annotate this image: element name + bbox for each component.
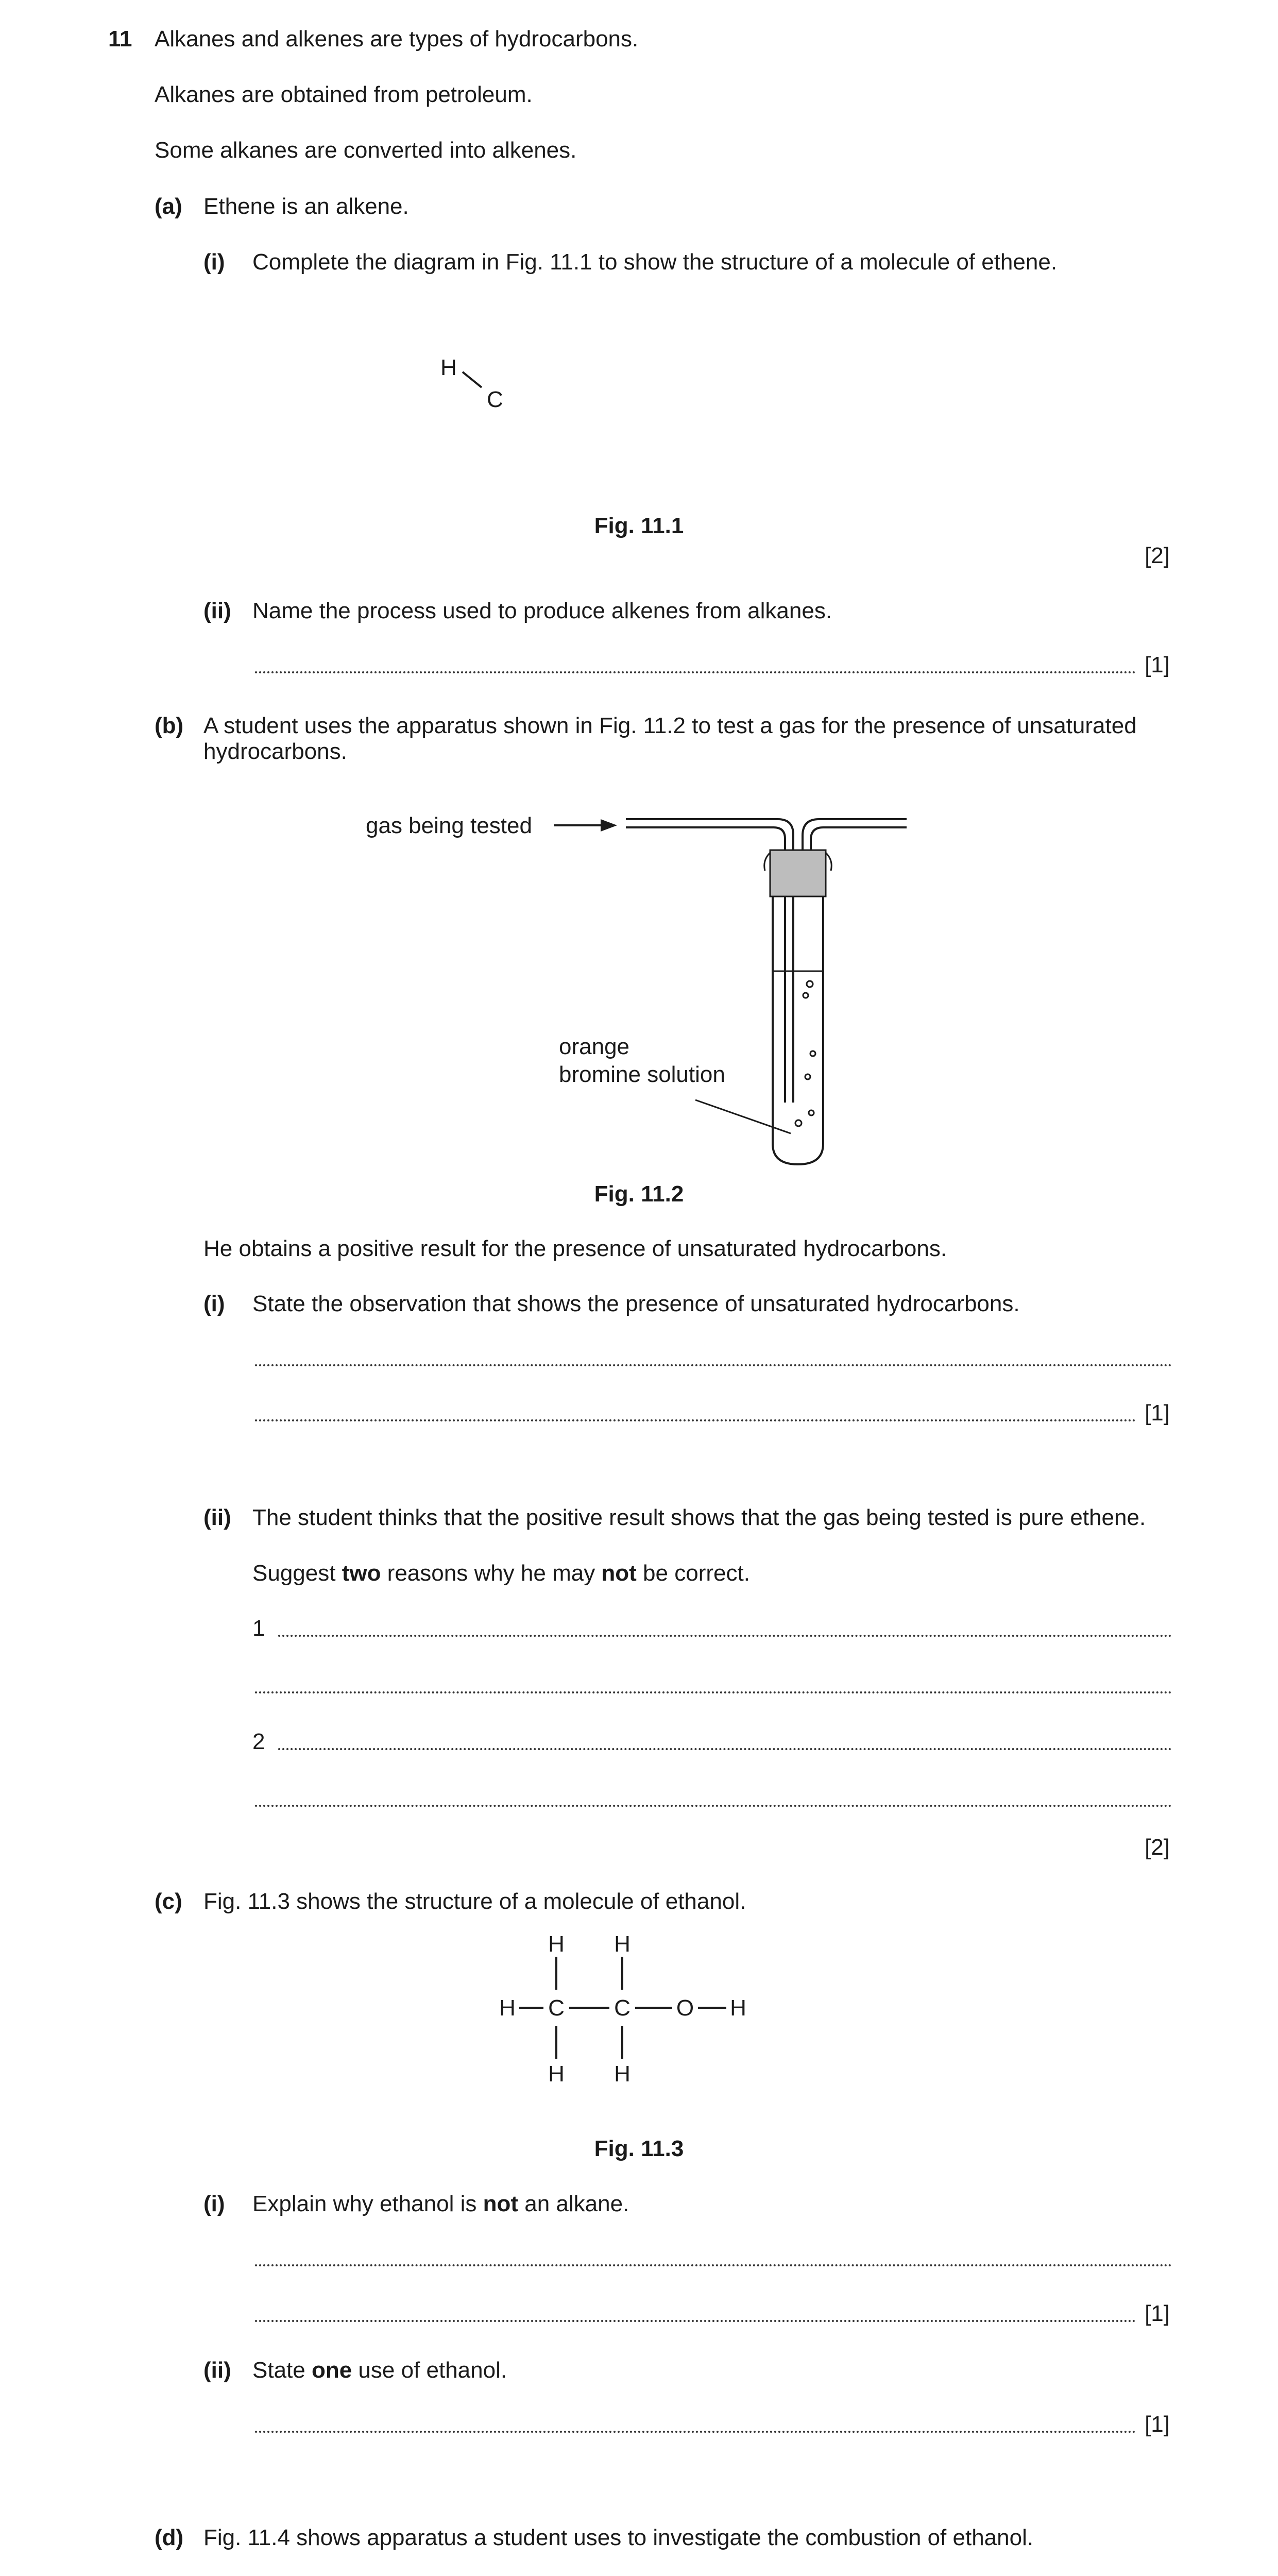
part-c-ii-label: (ii) (203, 2358, 231, 2383)
mark-b-ii: [2] (1145, 1835, 1170, 1860)
inlet-tube (626, 819, 793, 1103)
delivery-tube-out-left (626, 819, 773, 827)
part-a-i-label: (i) (203, 249, 225, 275)
part-a-i-text: Complete the diagram in Fig. 11.1 to show the structure of a molecule of ethene. (252, 249, 1058, 275)
reason-number-1: 1 (252, 1616, 265, 1641)
part-b-i-text: State the observation that shows the presence of unsaturated hydrocarbons. (252, 1291, 1020, 1316)
part-a-ii-label: (ii) (203, 598, 231, 623)
part-b-label: (b) (155, 713, 184, 738)
answer-line-b-i-2[interactable] (255, 1419, 1136, 1421)
svg-text:C: C (548, 1995, 565, 2021)
test-tube (773, 896, 823, 1164)
intro-line-2: Alkanes are obtained from petroleum. (155, 82, 533, 107)
part-d-label: (d) (155, 2525, 184, 2550)
part-b-ii-label: (ii) (203, 1505, 231, 1530)
part-b-ii-text: The student thinks that the positive result shows that the gas being tested is pure ethene. (252, 1505, 1146, 1530)
part-c-i-label: (i) (203, 2191, 225, 2216)
atom-h: H (440, 355, 457, 380)
atom-c: C (487, 387, 503, 412)
intro-line-3: Some alkanes are converted into alkenes. (155, 138, 577, 163)
solution-label-2: bromine solution (559, 1062, 725, 1087)
answer-line-b-ii-3[interactable] (278, 1748, 1172, 1750)
mark-a-i: [2] (1145, 543, 1170, 568)
part-b-ii-suggest: Suggest two reasons why he may not be correct. (252, 1561, 750, 1586)
part-a-text: Ethene is an alkene. (203, 194, 409, 219)
solution-pointer (695, 1100, 791, 1133)
gas-label: gas being tested (366, 813, 532, 838)
part-b-text-2: hydrocarbons. (203, 739, 347, 764)
svg-text:H: H (730, 1995, 746, 2021)
part-c-i-text: Explain why ethanol is not an alkane. (252, 2191, 629, 2216)
svg-text:O: O (676, 1995, 694, 2021)
bung (770, 850, 826, 896)
answer-line-c-i-2[interactable] (255, 2320, 1136, 2322)
svg-text:H: H (499, 1995, 516, 2021)
intro-line-1: Alkanes and alkenes are types of hydrocarbons. (155, 26, 639, 52)
part-d-text: Fig. 11.4 shows apparatus a student uses to investigate the combustion of ethanol. (203, 2525, 1034, 2550)
svg-text:C: C (614, 1995, 631, 2021)
fig-11-2-caption: Fig. 11.2 (594, 1181, 684, 1207)
part-c-text: Fig. 11.3 shows the structure of a molecule of ethanol. (203, 1889, 746, 1914)
question-number: 11 (108, 26, 132, 52)
part-a-ii-text: Name the process used to produce alkenes from alkanes. (252, 598, 832, 623)
part-b-text-1: A student uses the apparatus shown in Fig. 11.2 to test a gas for the presence of unsaturated (203, 713, 1137, 738)
gas-arrow-head (601, 819, 617, 832)
mark-b-i: [1] (1145, 1400, 1170, 1426)
mark-c-ii: [1] (1145, 2412, 1170, 2437)
answer-line-c-ii[interactable] (255, 2431, 1136, 2433)
reason-number-2: 2 (252, 1729, 265, 1754)
test-tube-apparatus (361, 804, 927, 1175)
mark-c-i: [1] (1145, 2301, 1170, 2326)
answer-line-a-ii[interactable] (255, 671, 1136, 673)
fig-11-1-caption: Fig. 11.1 (594, 513, 684, 538)
combustion-apparatus (361, 2571, 927, 2576)
svg-text:H: H (614, 1931, 631, 1957)
svg-text:H: H (548, 1931, 565, 1957)
ethene-diagram (422, 350, 525, 428)
svg-text:H: H (614, 2061, 631, 2087)
part-b-i-label: (i) (203, 1291, 225, 1316)
svg-text:H: H (548, 2061, 565, 2087)
answer-line-c-i-1[interactable] (255, 2264, 1172, 2266)
solution-label-1: orange (559, 1034, 630, 1059)
part-a-label: (a) (155, 194, 182, 219)
part-c-label: (c) (155, 1889, 182, 1914)
part-b-result: He obtains a positive result for the presence of unsaturated hydrocarbons. (203, 1236, 947, 1261)
mark-a-ii: [1] (1145, 652, 1170, 677)
answer-line-b-ii-1[interactable] (278, 1635, 1172, 1637)
ethanol-diagram (484, 1927, 793, 2102)
fig-11-3-caption: Fig. 11.3 (594, 2136, 684, 2161)
answer-line-b-i-1[interactable] (255, 1364, 1172, 1366)
answer-line-b-ii-2[interactable] (255, 1691, 1172, 1693)
part-c-ii-text: State one use of ethanol. (252, 2358, 507, 2383)
answer-line-b-ii-4[interactable] (255, 1805, 1172, 1807)
